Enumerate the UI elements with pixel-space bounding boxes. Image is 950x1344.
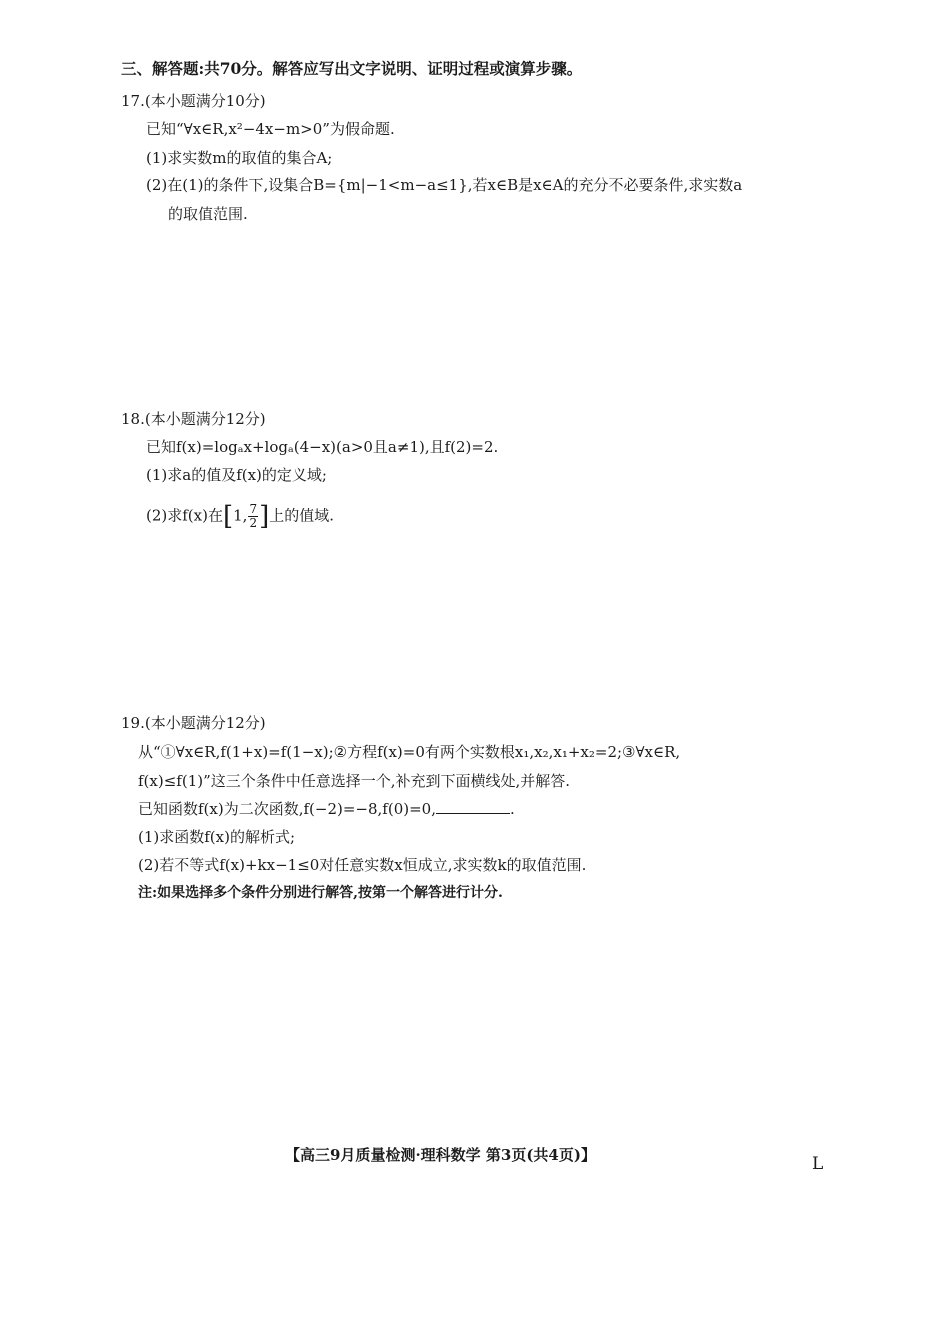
page-footer: 【高三9月质量检测·理科数学 第3页(共4页)】 bbox=[285, 1146, 596, 1164]
answer-blank bbox=[436, 799, 510, 814]
problem-19-given-text: 已知函数f(x)为二次函数,f(−2)=−8,f(0)=0, bbox=[138, 800, 436, 818]
problem-19-header: 19.(本小题满分12分) bbox=[121, 714, 266, 732]
problem-19-part1: (1)求函数f(x)的解析式; bbox=[138, 828, 296, 846]
problem-17-header: 17.(本小题满分10分) bbox=[121, 92, 266, 110]
problem-18-part2 bbox=[146, 503, 334, 530]
section-heading: 三、解答题:共70分。解答应写出文字说明、证明过程或演算步骤。 bbox=[121, 59, 583, 78]
fraction-numerator: 7 bbox=[249, 502, 258, 516]
interval-left: 1, bbox=[233, 506, 248, 525]
problem-19-note: 注:如果选择多个条件分别进行解答,按第一个解答进行计分. bbox=[138, 885, 503, 901]
problem-18-statement: 已知f(x)=logₐx+logₐ(4−x)(a>0且a≠1),且f(2)=2. bbox=[146, 438, 499, 456]
problem-18-header: 18.(本小题满分12分) bbox=[121, 410, 266, 428]
problem-18-part1: (1)求a的值及f(x)的定义域; bbox=[146, 466, 327, 484]
problem-17-part2-cont: 的取值范围. bbox=[168, 205, 248, 223]
fraction-seven-halves bbox=[248, 503, 258, 530]
problem-18-part2-prefix: (2)求f(x)在 bbox=[146, 506, 223, 525]
problem-19-conditions: 从“①∀x∈R,f(1+x)=f(1−x);②方程f(x)=0有两个实数根x₁,x₂,x₁+x₂=2;③∀x∈R, bbox=[138, 743, 681, 761]
corner-mark: L bbox=[812, 1154, 824, 1174]
problem-17-part2: (2)在(1)的条件下,设集合B={m|−1<m−a≤1},若x∈B是x∈A的充分不必要条件,求实数a bbox=[146, 176, 743, 194]
fraction-denominator: 2 bbox=[249, 516, 258, 530]
problem-19-given-end: . bbox=[509, 800, 515, 818]
problem-19-given bbox=[138, 799, 515, 819]
left-bracket: [ bbox=[222, 501, 234, 532]
problem-19-part2: (2)若不等式f(x)+kx−1≤0对任意实数x恒成立,求实数k的取值范围. bbox=[138, 856, 587, 874]
problem-17-statement: 已知“∀x∈R,x²−4x−m>0”为假命题. bbox=[146, 120, 395, 138]
problem-18-part2-suffix: 上的值域. bbox=[269, 506, 335, 525]
problem-17-part1: (1)求实数m的取值的集合A; bbox=[146, 149, 333, 167]
right-bracket: ] bbox=[259, 501, 270, 532]
problem-19-conditions-cont: f(x)≤f(1)”这三个条件中任意选择一个,补充到下面横线处,并解答. bbox=[138, 772, 571, 790]
